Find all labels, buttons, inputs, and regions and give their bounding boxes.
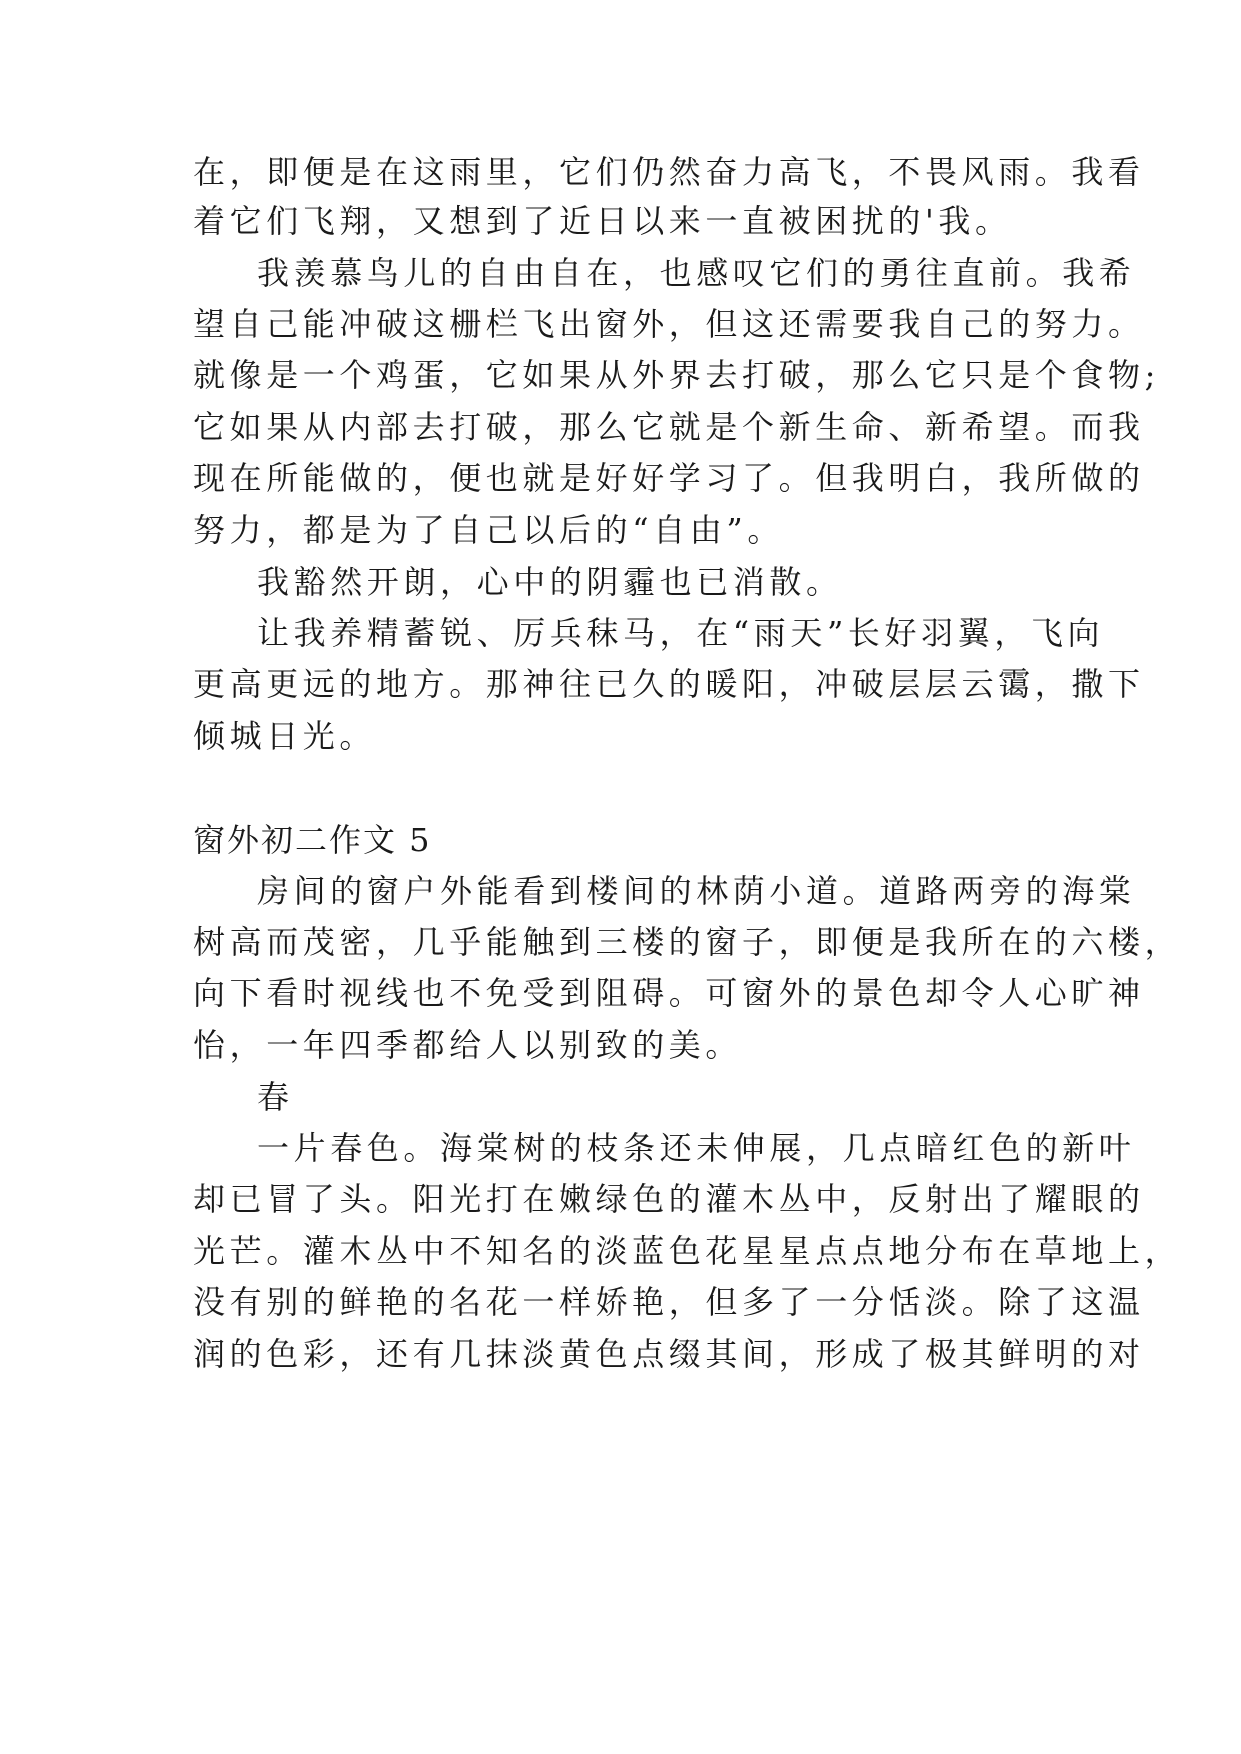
paragraph-line: 我羡慕鸟儿的自由自在，也感叹它们的勇往直前。我希	[257, 254, 1136, 292]
paragraph-line: 房间的窗户外能看到楼间的林荫小道。道路两旁的海棠	[257, 872, 1136, 910]
paragraph-line: 没有别的鲜艳的名花一样娇艳，但多了一分恬淡。除了这温	[193, 1283, 1145, 1321]
paragraph-line: 向下看时视线也不免受到阻碍。可窗外的景色却令人心旷神	[193, 974, 1145, 1012]
paragraph-line: 怡，一年四季都给人以别致的美。	[193, 1026, 743, 1064]
paragraph-line: 我豁然开朗，心中的阴霾也已消散。	[257, 563, 843, 601]
paragraph-line: 一片春色。海棠树的枝条还未伸展，几点暗红色的新叶	[257, 1129, 1136, 1167]
paragraph-line: 光芒。灌木丛中不知名的淡蓝色花星星点点地分布在草地上，	[193, 1232, 1182, 1270]
paragraph-line: 却已冒了头。阳光打在嫩绿色的灌木丛中，反射出了耀眼的	[193, 1180, 1145, 1218]
paragraph-line: 树高而茂密，几乎能触到三楼的窗子，即便是我所在的六楼，	[193, 923, 1182, 961]
paragraph-line: 让我养精蓄锐、厉兵秣马，在“雨天”长好羽翼，飞向	[257, 614, 1105, 652]
paragraph-line: 望自己能冲破这栅栏飞出窗外，但这还需要我自己的努力。	[193, 305, 1145, 343]
paragraph-line: 现在所能做的，便也就是好好学习了。但我明白，我所做的	[193, 459, 1145, 497]
paragraph-line: 润的色彩，还有几抹淡黄色点缀其间，形成了极其鲜明的对	[193, 1335, 1145, 1373]
paragraph-line: 就像是一个鸡蛋，它如果从外界去打破，那么它只是个食物;	[193, 356, 1160, 394]
paragraph-line: 着它们飞翔，又想到了近日以来一直被困扰的'我。	[193, 202, 1012, 240]
paragraph-line: 倾城日光。	[193, 717, 377, 755]
section-heading: 窗外初二作文 5	[193, 821, 432, 859]
subheading: 春	[257, 1078, 294, 1116]
paragraph-line: 它如果从内部去打破，那么它就是个新生命、新希望。而我	[193, 408, 1145, 446]
paragraph-line: 努力，都是为了自己以后的“自由”。	[193, 511, 784, 549]
paragraph-line: 更高更远的地方。那神往已久的暖阳，冲破层层云霭，撒下	[193, 665, 1145, 703]
paragraph-line: 在，即便是在这雨里，它们仍然奋力高飞，不畏风雨。我看	[193, 153, 1145, 191]
